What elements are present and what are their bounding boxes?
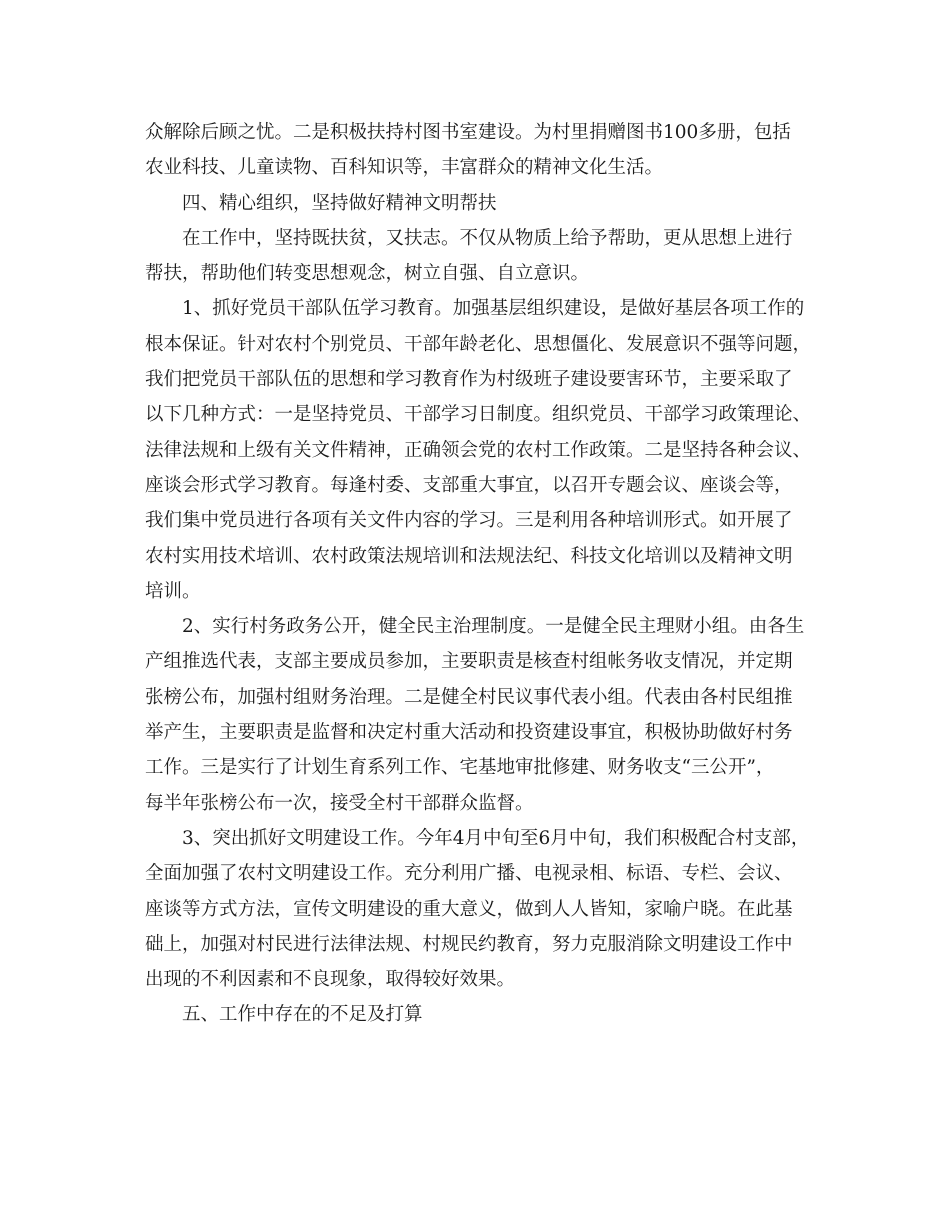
text-line: 以下几种方式：一是坚持党员、干部学习日制度。组织党员、干部学习政策理论、 [145, 404, 812, 426]
text-line: 2、实行村务政务公开，健全民主治理制度。一是健全民主理财小组。由各生 [182, 616, 805, 638]
text-line: 众解除后顾之忧。二是积极扶持村图书室建设。为村里捐赠图书100多册，包括 [145, 122, 791, 143]
text-line: 举产生，主要职责是监督和决定村重大活动和投资建设事宜，积极协助做好村务 [145, 722, 793, 744]
text-line: 每半年张榜公布一次，接受全村干部群众监督。 [145, 792, 534, 814]
text-line: 座谈等方式方法，宣传文明建设的重大意义，做到人人皆知，家喻户晓。在此基 [145, 898, 793, 920]
text-line: 农村实用技术培训、农村政策法规培训和法规法纪、科技文化培训以及精神文明 [145, 545, 793, 567]
text-line: 张榜公布，加强村组财务治理。二是健全村民议事代表小组。代表由各村民组推 [145, 686, 793, 708]
text-line: 我们集中党员进行各项有关文件内容的学习。三是利用各种培训形式。如开展了 [145, 510, 793, 532]
text-line: 产组推选代表，支部主要成员参加，主要职责是核查村组帐务收支情况，并定期 [145, 651, 793, 673]
text-line: 五、工作中存在的不足及打算 [182, 1004, 423, 1026]
text-line: 帮扶，帮助他们转变思想观念，树立自强、自立意识。 [145, 263, 590, 285]
text-line: 在工作中，坚持既扶贫，又扶志。不仅从物质上给予帮助，更从思想上进行 [182, 227, 793, 249]
text-line: 培训。 [145, 580, 201, 602]
text-line: 出现的不利因素和不良现象，取得较好效果。 [145, 969, 516, 991]
text-line: 四、精心组织，坚持做好精神文明帮扶 [182, 192, 497, 214]
text-line: 3、突出抓好文明建设工作。今年4月中旬至6月中旬，我们积极配合村支部， [182, 827, 810, 849]
text-line: 1、抓好党员干部队伍学习教育。加强基层组织建设，是做好基层各项工作的 [182, 298, 805, 320]
text-line: 根本保证。针对农村个别党员、干部年龄老化、思想僵化、发展意识不强等问题， [145, 333, 812, 355]
text-line: 全面加强了农村文明建设工作。充分利用广播、电视录相、标语、专栏、会议、 [145, 863, 793, 885]
text-line: 座谈会形式学习教育。每逢村委、支部重大事宜，以召开专题会议、座谈会等， [145, 474, 793, 496]
text-line: 农业科技、儿童读物、百科知识等，丰富群众的精神文化生活。 [145, 157, 664, 179]
text-line: 我们把党员干部队伍的思想和学习教育作为村级班子建设要害环节，主要采取了 [145, 369, 793, 391]
document-body [145, 115, 810, 1033]
text-line: 础上，加强对村民进行法律法规、村规民约教育，努力克服消除文明建设工作中 [145, 933, 793, 955]
text-line: 工作。三是实行了计划生育系列工作、宅基地审批修建、财务收支“三公开”， [145, 757, 775, 779]
text-line: 法律法规和上级有关文件精神，正确领会党的农村工作政策。二是坚持各种会议、 [145, 439, 812, 461]
